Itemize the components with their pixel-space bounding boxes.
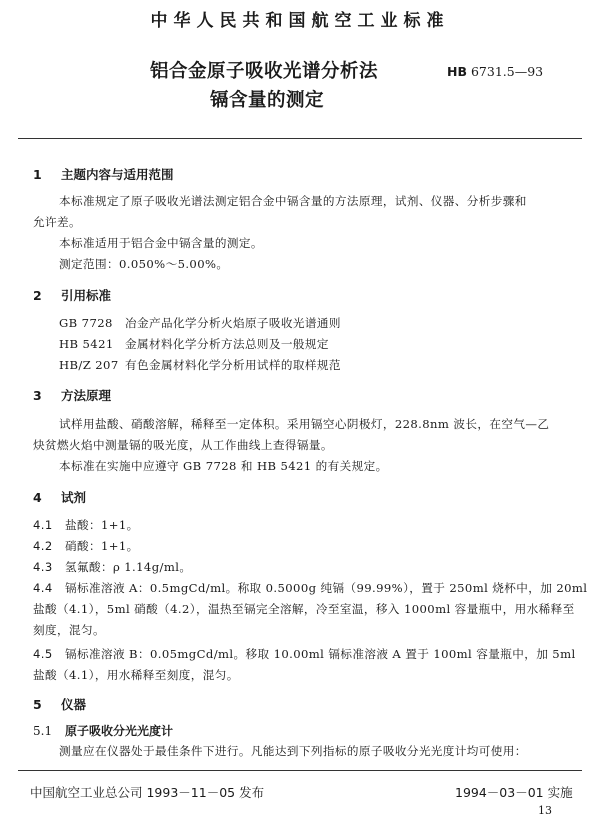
section-3-para-2: 本标准在实施中应遵守 GB 7728 和 HB 5421 的有关规定。 — [59, 459, 388, 473]
section-1-title: 主题内容与适用范围 — [61, 167, 174, 182]
reagent-4-1 — [33, 517, 139, 533]
section-1-para-1b: 允许差。 — [33, 215, 81, 229]
org-header: 中华人民共和国航空工业标准 — [150, 11, 450, 31]
section-5-number: 5 — [33, 697, 42, 712]
clause-text: 氢氟酸：ρ 1.14g/ml。 — [65, 560, 192, 574]
clause-text: 镉标准溶液 B：0.05mgCd/ml。移取 10.00ml 镉标准溶液 A 置于 100ml 容量瓶中，加 5ml — [65, 647, 576, 661]
reference-item — [59, 336, 329, 352]
section-3-number: 3 — [33, 388, 42, 403]
section-2-heading — [33, 286, 111, 304]
section-1-heading — [33, 165, 174, 183]
reagent-4-4-line-2: 盐酸（4.1），5ml 硝酸（4.2），温热至镉完全溶解，冷至室温，移入 1000ml 容量瓶中，用水稀释至 — [33, 602, 575, 616]
reference-title: 金属材料化学分析方法总则及一般规定 — [125, 337, 329, 351]
reference-title: 冶金产品化学分析火焰原子吸收光谱通则 — [125, 316, 341, 330]
standard-code: 6731.5—93 — [470, 64, 544, 79]
document-subtitle: 镉含量的测定 — [210, 90, 325, 111]
reference-code: HB/Z 207 — [59, 358, 119, 372]
section-4-heading — [33, 488, 86, 506]
section-4-number: 4 — [33, 490, 42, 505]
subsection-number: 5.1 — [33, 724, 53, 738]
effective-date: 1994－03－01 实施 — [455, 785, 573, 800]
section-1-number: 1 — [33, 167, 42, 182]
reference-title: 有色金属材料化学分析用试样的取样规范 — [125, 358, 341, 372]
clause-text: 盐酸：1+1。 — [65, 518, 139, 532]
section-3-para-1a: 试样用盐酸、硝酸溶解，稀释至一定体积。采用镉空心阴极灯，228.8nm 波长，在空气—乙 — [59, 417, 550, 431]
clause-text: 硝酸：1+1。 — [65, 539, 139, 553]
reference-code: GB 7728 — [59, 316, 113, 330]
section-5-title: 仪器 — [61, 697, 87, 712]
standard-number — [447, 64, 543, 79]
section-1-para-2: 本标准适用于铝合金中镉含量的测定。 — [59, 236, 263, 250]
clause-text: 镉标准溶液 A：0.5mgCd/ml。称取 0.5000g 纯镉（99.99%），置于 250ml 烧杯中，加 20ml — [65, 581, 588, 595]
reagent-4-3 — [33, 559, 191, 575]
section-4-title: 试剂 — [61, 490, 87, 505]
reference-item — [59, 315, 341, 331]
document-title: 铝合金原子吸收光谱分析法 — [150, 61, 379, 82]
issue-date: 中国航空工业总公司 1993－11－05 发布 — [30, 785, 265, 800]
page-number: 13 — [538, 804, 552, 817]
section-1-para-1a: 本标准规定了原子吸收光谱法测定铝合金中镉含量的方法原理，试剂、仪器、分析步骤和 — [59, 194, 527, 208]
subsection-5-1-heading — [33, 722, 173, 739]
reference-item — [59, 357, 341, 373]
reagent-4-4-line-3: 刻度，混匀。 — [33, 623, 105, 637]
section-1-para-3: 测定范围：0.050%～5.00%。 — [59, 257, 229, 271]
reagent-4-4 — [33, 580, 587, 596]
reagent-4-2 — [33, 538, 139, 554]
section-3-heading — [33, 386, 111, 404]
clause-number: 4.5 — [33, 647, 53, 661]
clause-number: 4.3 — [33, 560, 53, 574]
standard-prefix: HB — [447, 64, 467, 79]
subsection-5-1-para: 测量应在仪器处于最佳条件下进行。凡能达到下列指标的原子吸收分光光度计均可使用： — [59, 744, 527, 758]
clause-number: 4.2 — [33, 539, 53, 553]
reference-code: HB 5421 — [59, 337, 114, 351]
section-2-number: 2 — [33, 288, 42, 303]
footer-divider — [18, 770, 582, 771]
clause-number: 4.1 — [33, 518, 53, 532]
section-3-title: 方法原理 — [61, 388, 112, 403]
subsection-title: 原子吸收分光光度计 — [65, 724, 174, 738]
title-divider — [18, 138, 582, 139]
reagent-4-5-line-2: 盐酸（4.1），用水稀释至刻度，混匀。 — [33, 668, 239, 682]
section-2-title: 引用标准 — [61, 288, 112, 303]
clause-number: 4.4 — [33, 581, 53, 595]
section-3-para-1b: 炔贫燃火焰中测量镉的吸光度，从工作曲线上查得镉量。 — [33, 438, 333, 452]
section-5-heading — [33, 695, 86, 713]
reagent-4-5 — [33, 646, 576, 662]
